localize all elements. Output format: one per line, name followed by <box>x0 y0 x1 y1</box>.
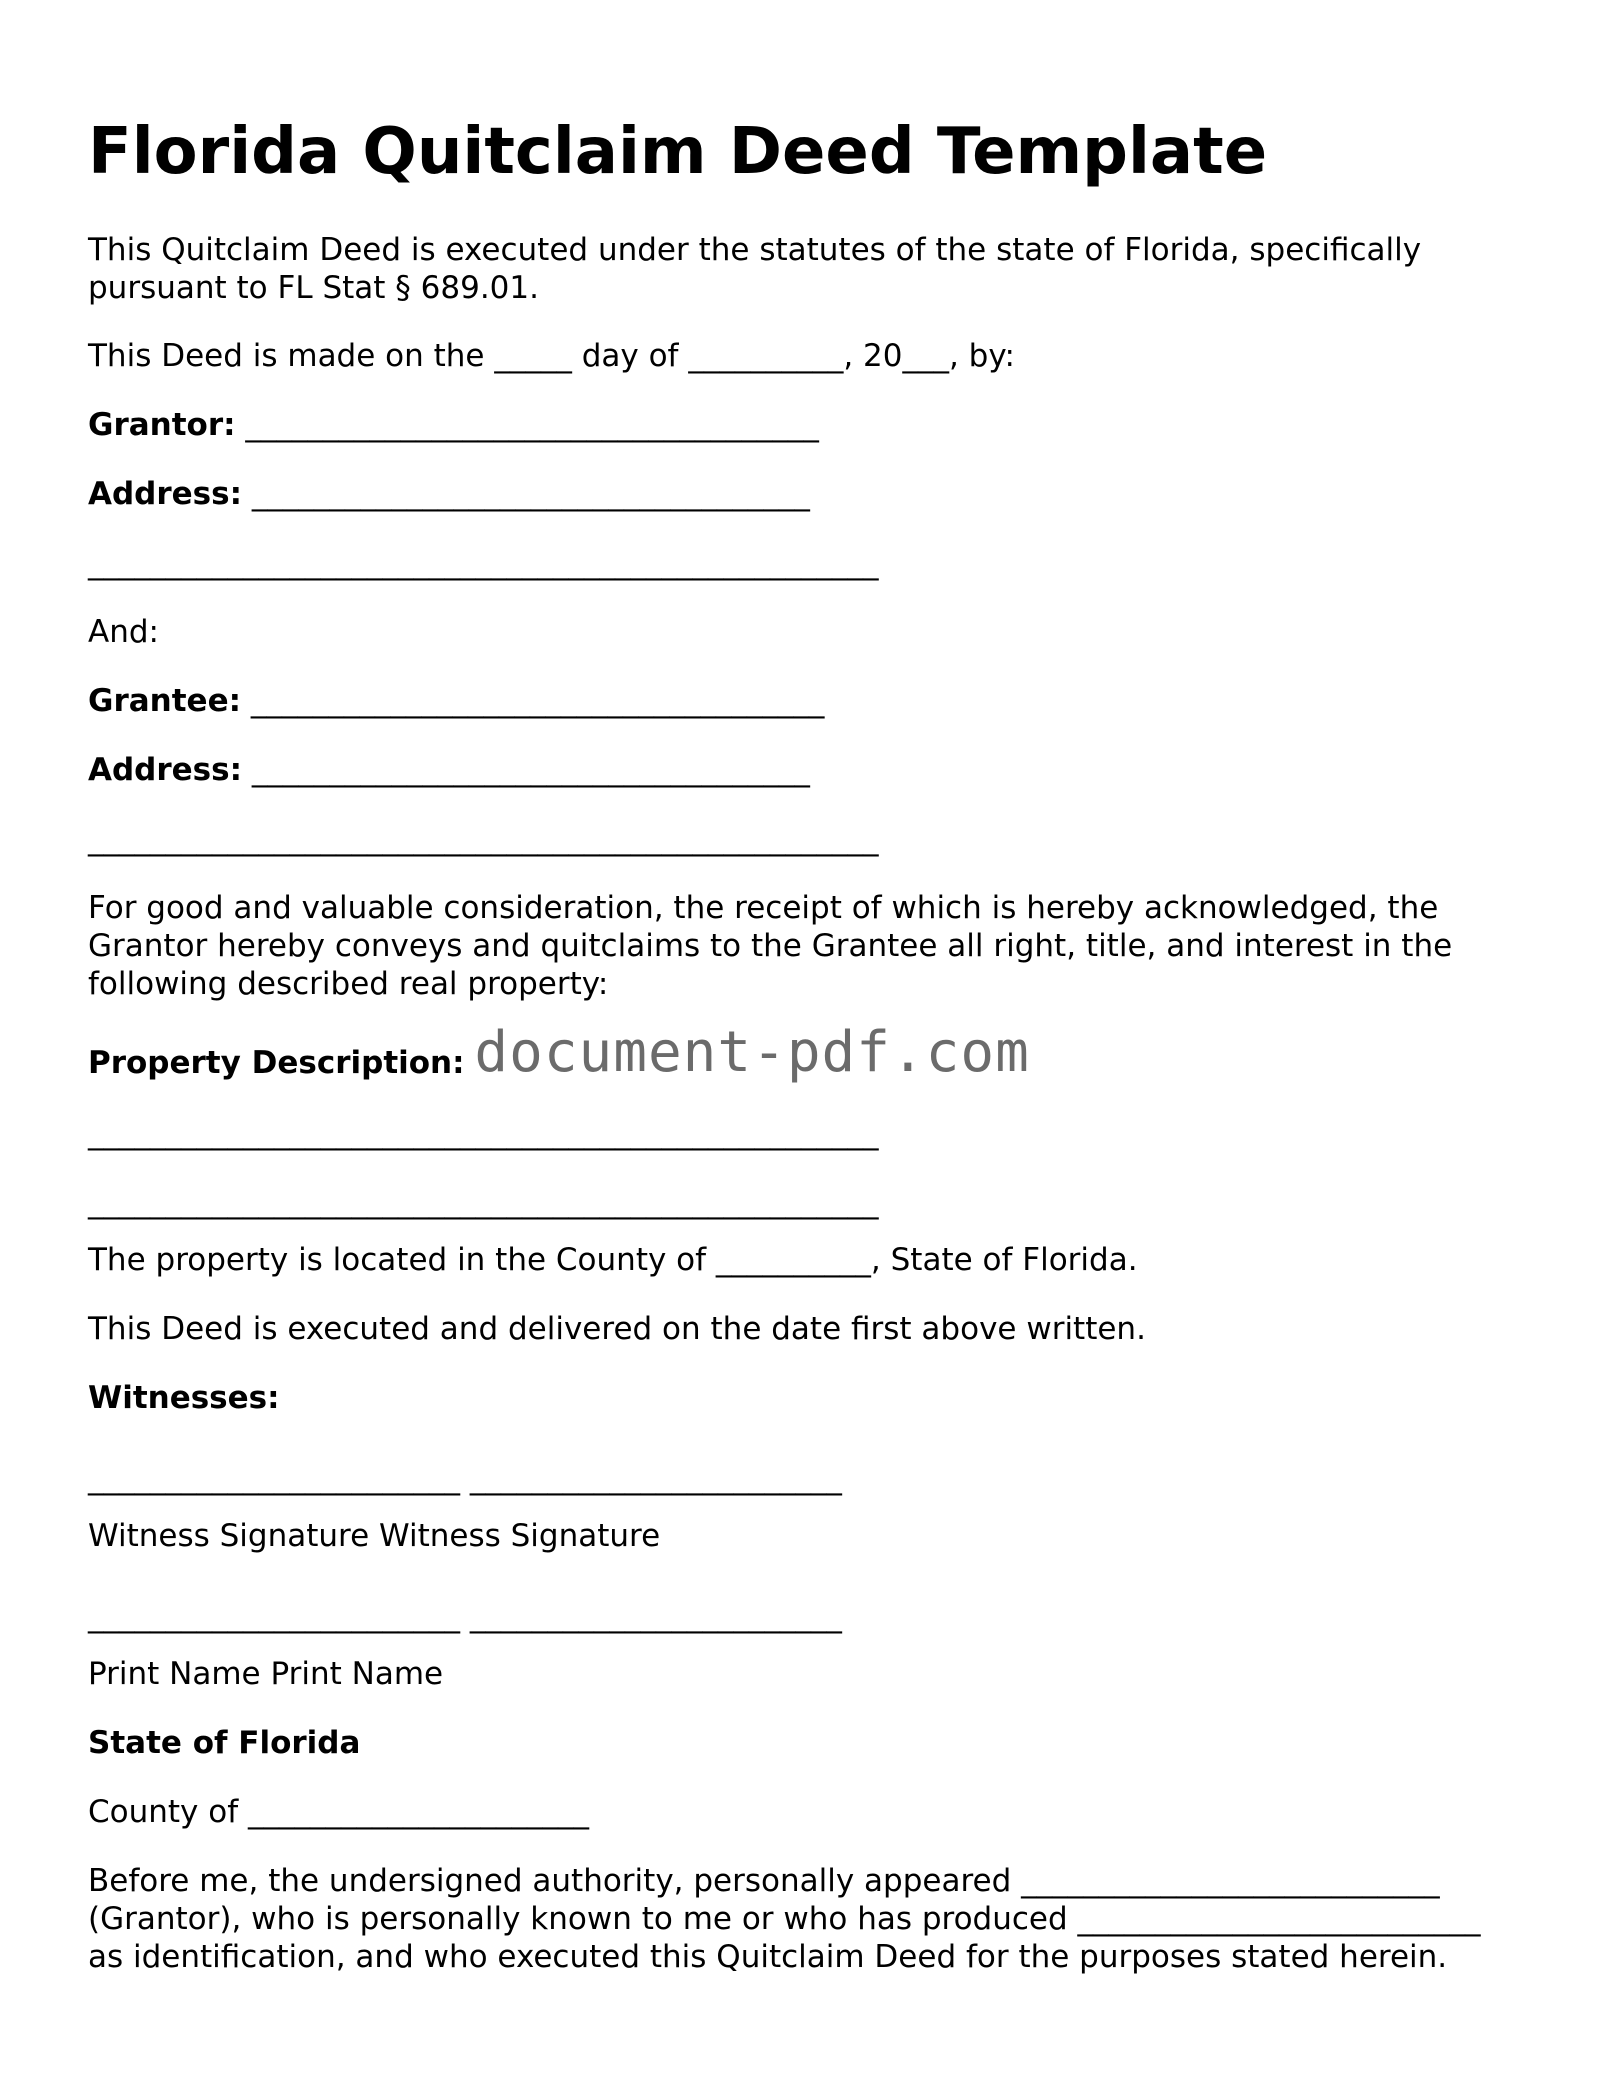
property-description-label: Property Description: <box>88 1045 465 1081</box>
grantor-blank: _____________________________________ <box>235 407 819 443</box>
grantee-address-label: Address: <box>88 752 242 788</box>
print-name-labels: Print Name Print Name <box>88 1656 444 1692</box>
witness-signature-labels: Witness Signature Witness Signature <box>88 1518 661 1554</box>
property-line-1: ___________________________________________________ <box>88 1115 879 1151</box>
notary-line-2: (Grantor), who is personally known to me or who has produced __________________________ <box>88 1901 1481 1937</box>
executed-line: This Deed is executed and delivered on the date first above written. <box>88 1311 1146 1347</box>
and-label: And: <box>88 614 159 650</box>
notary-line-1: Before me, the undersigned authority, personally appeared ___________________________ <box>88 1863 1440 1899</box>
witnesses-label: Witnesses: <box>88 1380 280 1416</box>
notary-line-3: as identification, and who executed this Quitclaim Deed for the purposes stated herein. <box>88 1939 1448 1975</box>
grantor-field <box>88 406 819 444</box>
property-description-field <box>88 1020 1030 1085</box>
document-title: Florida Quitclaim Deed Template <box>88 115 1268 189</box>
grantee-address-line-2: ___________________________________________________ <box>88 821 879 857</box>
grantor-address-field <box>88 475 810 513</box>
state-label: State of Florida <box>88 1725 361 1761</box>
property-line-2: ___________________________________________________ <box>88 1184 879 1220</box>
made-on-line: This Deed is made on the _____ day of __________, 20___, by: <box>88 338 1015 374</box>
grantee-blank: _____________________________________ <box>241 683 825 719</box>
grantor-address-blank: ____________________________________ <box>242 476 810 512</box>
witness-signature-lines: ________________________ ________________________ <box>88 1460 842 1496</box>
watermark: document-pdf.com <box>474 1020 1030 1085</box>
conveyance-line-1: For good and valuable consideration, the receipt of which is hereby acknowledged, the <box>88 890 1439 926</box>
grantor-label: Grantor: <box>88 407 236 443</box>
grantee-label: Grantee: <box>88 683 241 719</box>
grantee-address-field <box>88 751 810 789</box>
intro-line-2: pursuant to FL Stat § 689.01. <box>88 270 539 306</box>
intro-line-1: This Quitclaim Deed is executed under the statutes of the state of Florida, specifically <box>88 232 1422 268</box>
grantee-field <box>88 682 824 720</box>
grantor-address-line-2: ___________________________________________________ <box>88 545 879 581</box>
county-of-line: County of ______________________ <box>88 1794 589 1830</box>
grantee-address-blank: ____________________________________ <box>242 752 810 788</box>
grantor-address-label: Address: <box>88 476 242 512</box>
conveyance-line-2: Grantor hereby conveys and quitclaims to the Grantee all right, title, and interest in the <box>88 928 1453 964</box>
print-name-lines: ________________________ ________________________ <box>88 1598 842 1634</box>
conveyance-line-3: following described real property: <box>88 966 609 1002</box>
county-location-line: The property is located in the County of __________, State of Florida. <box>88 1242 1138 1278</box>
